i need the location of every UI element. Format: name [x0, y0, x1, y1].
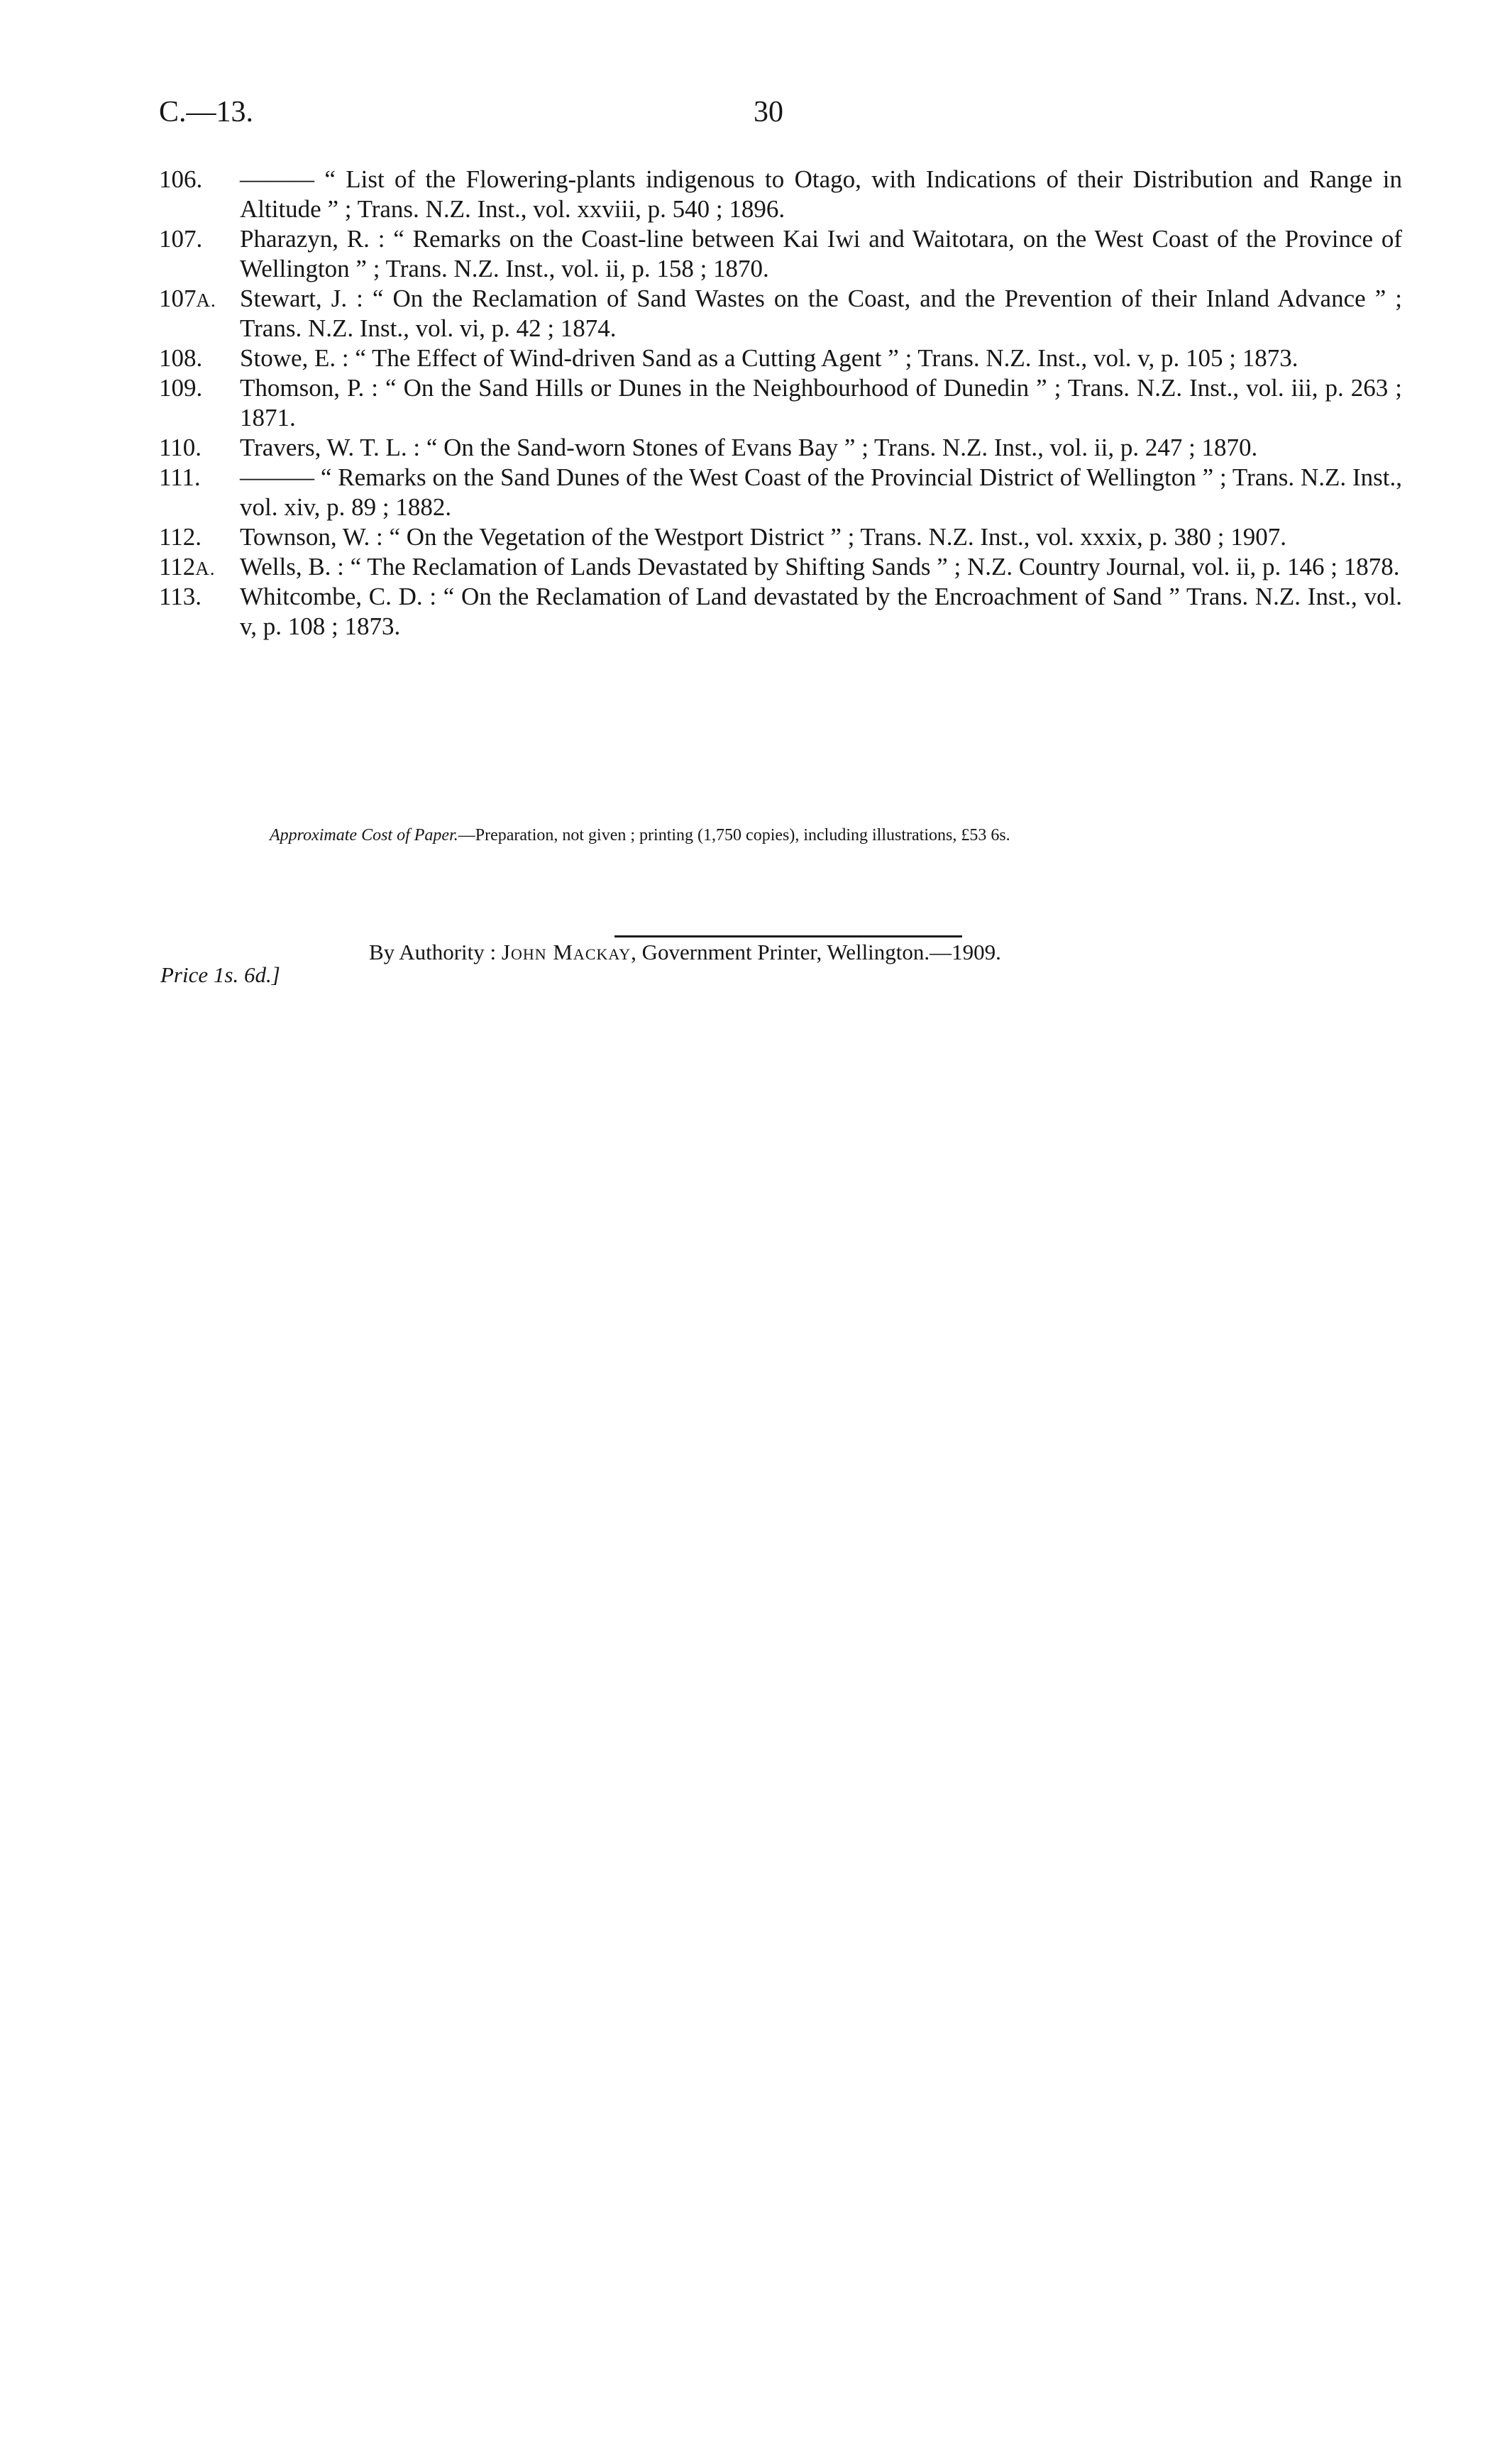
reference-number: 113.	[159, 583, 202, 610]
reference-text: Stowe, E. : “ The Effect of Wind-driven Sand as a Cutting Agent ” ; Trans. N.Z. Inst., vol. v, p. 105 ; 1873.	[240, 344, 1298, 372]
reference-text: ——— “ List of the Flowering-plants indigenous to Otago, with Indications of their Distribution and Range in Altitude ” ; Trans. N.Z. Inst., vol. xxviii, p. 540 ; 1896.	[240, 165, 1402, 223]
reference-text: Whitcombe, C. D. : “ On the Reclamation of Land devastated by the Encroachment of Sand ” Trans. N.Z. Inst., vol. v, p. 108 ; 1873.	[240, 583, 1402, 640]
authority-prefix: By Authority :	[369, 940, 497, 964]
reference-item	[159, 224, 1402, 284]
cost-label: Approximate Cost of Paper.	[270, 826, 458, 845]
reference-text: Thomson, P. : “ On the Sand Hills or Dunes in the Neighbourhood of Dunedin ” ; Trans. N.Z. Inst., vol. iii, p. 263 ; 1871.	[240, 374, 1402, 431]
printer-name: John Mackay	[501, 940, 632, 964]
reference-text: Stewart, J. : “ On the Reclamation of Sand Wastes on the Coast, and the Prevention of their Inland Advance ” ; Trans. N.Z. Inst., vol. vi, p. 42 ; 1874.	[240, 285, 1402, 342]
price: Price 1s. 6d.]	[160, 962, 280, 987]
reference-list	[159, 165, 1402, 642]
reference-item	[159, 582, 1402, 642]
reference-number: 106.	[159, 165, 203, 193]
cost-of-paper-note	[270, 823, 1306, 847]
reference-number: 107A.	[159, 285, 216, 312]
reference-item	[159, 373, 1402, 433]
reference-item	[159, 284, 1402, 343]
authority-suffix: , Government Printer, Wellington.—1909.	[631, 940, 1001, 964]
reference-text: Townson, W. : “ On the Vegetation of the Westport District ” ; Trans. N.Z. Inst., vol. xxxix, p. 380 ; 1907.	[240, 523, 1287, 551]
reference-text: Travers, W. T. L. : “ On the Sand-worn Stones of Evans Bay ” ; Trans. N.Z. Inst., vol. ii, p. 247 ; 1870.	[240, 434, 1258, 461]
reference-text: Pharazyn, R. : “ Remarks on the Coast-line between Kai Iwi and Waitotara, on the West Coast of the Province of Wellington ” ; Trans. N.Z. Inst., vol. ii, p. 158 ; 1870.	[240, 225, 1402, 282]
page-header	[159, 91, 1402, 133]
reference-item	[159, 463, 1402, 522]
reference-text: Wells, B. : “ The Reclamation of Lands Devastated by Shifting Sands ” ; N.Z. Country Journal, vol. ii, p. 146 ; 1878.	[240, 553, 1400, 581]
reference-item	[159, 433, 1402, 463]
page-number: 30	[754, 96, 783, 128]
reference-item	[159, 522, 1402, 552]
reference-item	[159, 552, 1402, 582]
reference-number: 111.	[159, 463, 201, 491]
reference-number: 108.	[159, 344, 203, 372]
cost-text: —Preparation, not given ; printing (1,750 copies), including illustrations, £53 6s.	[458, 826, 1010, 845]
reference-number: 112A.	[159, 553, 216, 581]
reference-item	[159, 165, 1402, 224]
reference-number: 112.	[159, 523, 202, 551]
document-code: C.—13.	[159, 96, 254, 128]
reference-text: ——— “ Remarks on the Sand Dunes of the West Coast of the Provincial District of Wellington ” ; Trans. N.Z. Inst., vol. xiv, p. 89 ; 1882.	[240, 463, 1402, 521]
reference-number: 109.	[159, 374, 203, 402]
reference-number: 110.	[159, 434, 202, 461]
printer-authority	[369, 935, 1291, 969]
reference-item	[159, 343, 1402, 373]
reference-number: 107.	[159, 225, 203, 253]
